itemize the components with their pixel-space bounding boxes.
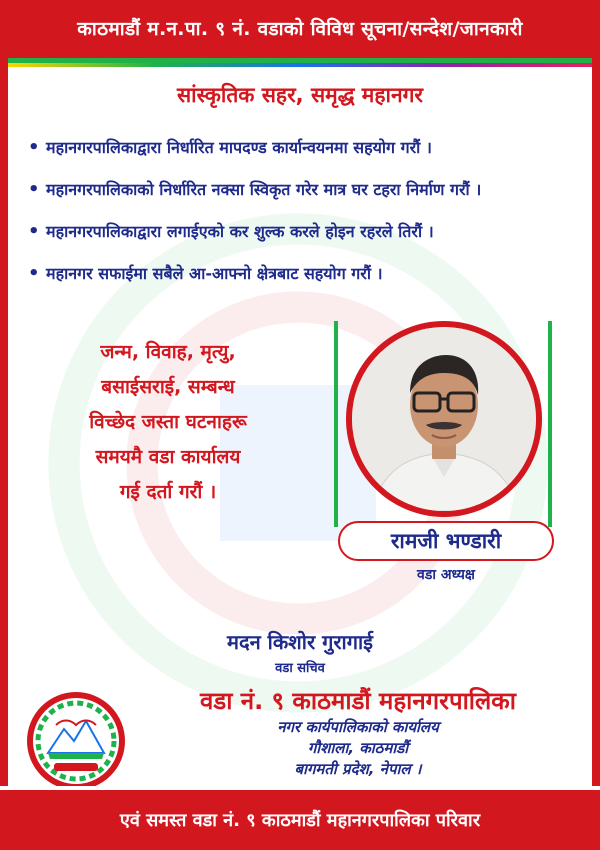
portrait-photo: [352, 327, 536, 511]
office-block: [138, 685, 578, 780]
registration-message: [38, 335, 298, 510]
notice-list: [24, 127, 584, 295]
nepal-government-emblem-icon: [26, 691, 126, 786]
chair-name-banner: [338, 521, 554, 561]
slogan-title: सांस्कृतिक सहर, समृद्ध महानगर: [176, 83, 424, 107]
office-line: गौशाला, काठमाडौं: [307, 739, 409, 757]
chair-name: रामजी भण्डारी: [390, 529, 502, 553]
office-title: वडा नं. ९ काठमाडौं महानगरपालिका: [200, 687, 516, 715]
chair-photo-frame: [346, 321, 542, 517]
registration-line: विच्छेद जस्ता घटनाहरू: [89, 411, 247, 433]
list-item: • महानगर सफाईमा सबैले आ-आफ्नो क्षेत्रबाट सहयोग गरौं ।: [24, 253, 584, 295]
list-item: • महानगरपालिकाद्वारा निर्धारित मापदण्ड कार्यान्वयनमा सहयोग गरौं ।: [24, 127, 584, 169]
secretary-role: वडा सचिव: [275, 661, 325, 676]
office-line: बागमती प्रदेश, नेपाल ।: [294, 760, 422, 778]
photo-rule-left: [334, 321, 338, 527]
notice-panel: [8, 58, 592, 786]
list-item: • महानगरपालिकाको निर्धारित नक्सा स्विकृत गरेर मात्र घर टहरा निर्माण गरौं ।: [24, 169, 584, 211]
registration-line: बसाईसराई, सम्बन्ध: [101, 376, 235, 398]
footer-text: एवं समस्त वडा नं. ९ काठमाडौं महानगरपालिका परिवार: [119, 810, 481, 831]
header-title: काठमाडौं म.न.पा. ९ नं. वडाको विविध सूचना/सन्देश/जानकारी: [77, 18, 523, 40]
registration-line: समयमै वडा कार्यालय: [95, 446, 241, 468]
list-item: • महानगरपालिकाद्वारा लगाईएको कर शुल्क करले होइन रहरले तिरौं ।: [24, 211, 584, 253]
registration-line: गई दर्ता गरौं ।: [119, 481, 217, 503]
office-line: नगर कार्यपालिकाको कार्यालय: [277, 718, 439, 736]
secretary-name: मदन किशोर गुरागाई: [227, 630, 373, 654]
footer-bar: [0, 786, 600, 850]
chair-portrait: [352, 327, 536, 511]
chair-role: वडा अध्यक्ष: [417, 567, 475, 583]
registration-line: जन्म, विवाह, मृत्यु,: [100, 341, 236, 363]
header-bar: [0, 0, 600, 56]
photo-rule-right: [548, 321, 552, 527]
